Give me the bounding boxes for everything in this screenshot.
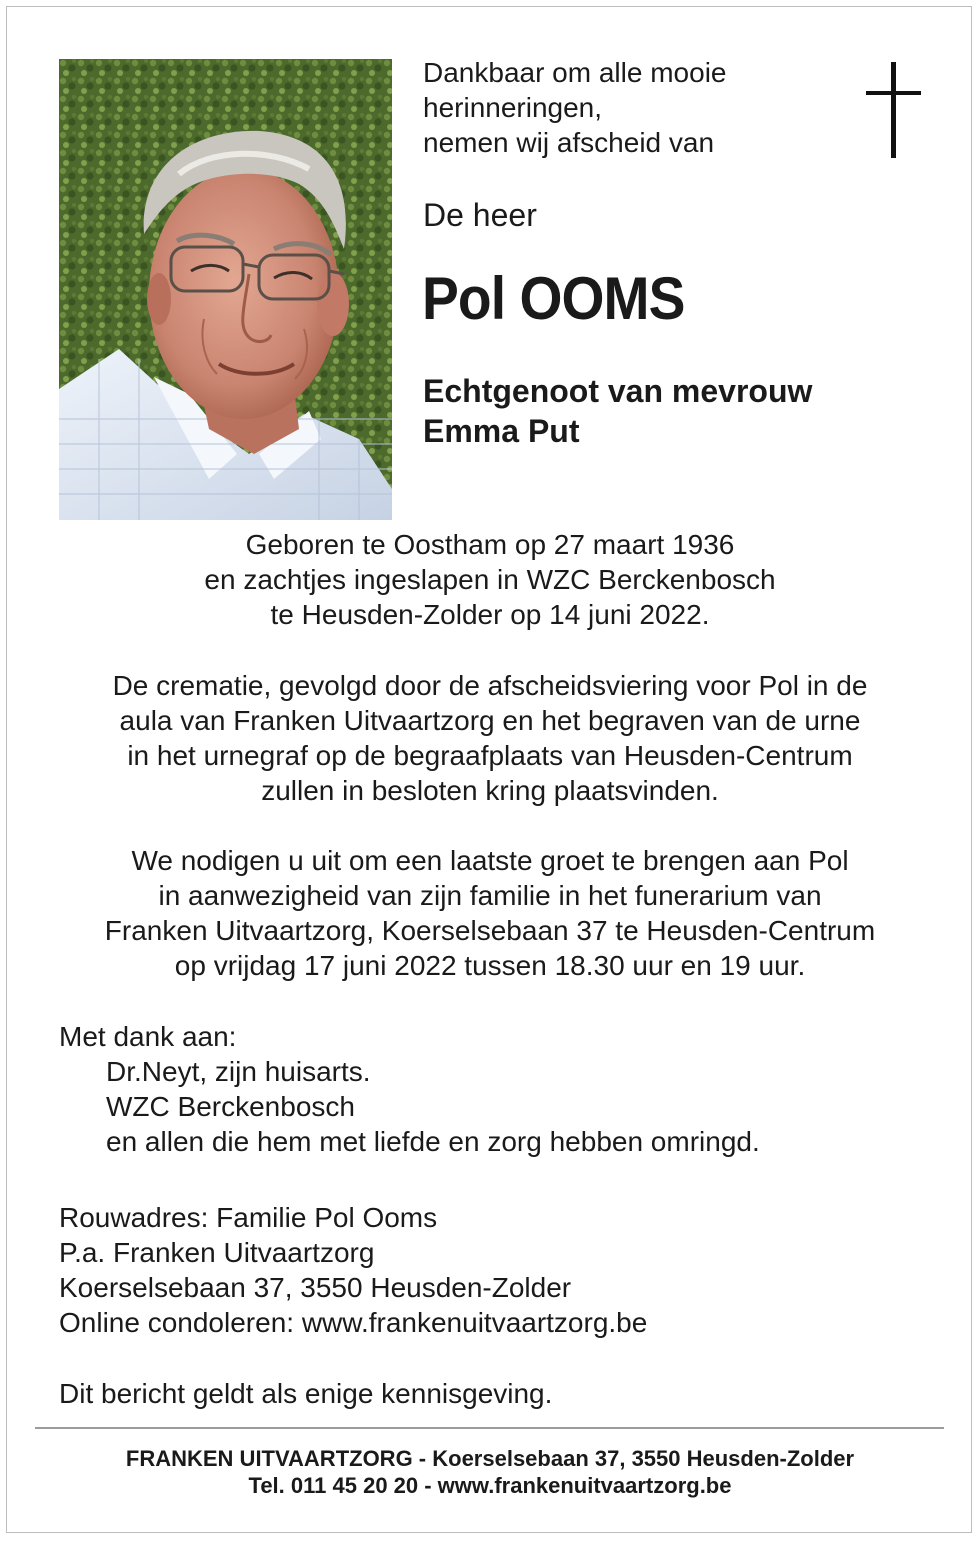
paragraph-line: te Heusden-Zolder op 14 juni 2022.: [270, 599, 710, 630]
mourning-address: [59, 1200, 647, 1340]
paragraph-line: We nodigen u uit om een laatste groet te brengen aan Pol: [131, 845, 849, 876]
paragraph-line: aula van Franken Uitvaartzorg en het begraven van de urne: [119, 705, 861, 736]
intro-line: herinneringen,: [423, 92, 603, 123]
paragraph-line: in het urnegraf op de begraafplaats van Heusden-Centrum: [127, 740, 853, 771]
paragraph-line: zullen in besloten kring plaatsvinden.: [261, 775, 719, 806]
paragraph-line: Geboren te Oostham op 27 maart 1936: [245, 529, 735, 560]
footer-line: FRANKEN UITVAARTZORG - Koerselsebaan 37, 3550 Heusden-Zolder: [125, 1446, 855, 1471]
paragraph-line: Franken Uitvaartzorg, Koerselsebaan 37 te Heusden-Centrum: [104, 915, 876, 946]
funeral-home-footer: [20, 1445, 960, 1499]
thanks-heading: Met dank aan:: [59, 1021, 237, 1052]
notice-text: Dit bericht geldt als enige kennisgeving.: [59, 1378, 553, 1409]
paragraph-line: op vrijdag 17 juni 2022 tussen 18.30 uur en 19 uur.: [174, 950, 806, 981]
spouse-text: [423, 371, 812, 451]
thanks-item: Dr.Neyt, zijn huisarts.: [106, 1056, 371, 1087]
invitation-paragraph: [20, 843, 960, 983]
address-line: P.a. Franken Uitvaartzorg: [59, 1237, 375, 1268]
address-line: Rouwadres: Familie Pol Ooms: [59, 1202, 438, 1233]
spouse-line: Emma Put: [423, 413, 580, 449]
intro-line: nemen wij afscheid van: [423, 127, 715, 158]
cross-icon: [866, 62, 921, 158]
paragraph-line: in aanwezigheid van zijn familie in het funerarium van: [158, 880, 822, 911]
paragraph-line: en zachtjes ingeslapen in WZC Berckenbosch: [204, 564, 776, 595]
address-line: Online condoleren: www.frankenuitvaartzorg.be: [59, 1307, 648, 1338]
spouse-line: Echtgenoot van mevrouw: [423, 373, 813, 409]
salutation: De heer: [423, 197, 537, 233]
thanks-item: WZC Berckenbosch: [106, 1091, 355, 1122]
footer-line: Tel. 011 45 20 20 - www.frankenuitvaartzorg.be: [248, 1473, 732, 1498]
cremation-paragraph: [20, 668, 960, 808]
deceased-name: Pol OOMS: [422, 265, 685, 332]
birth-death-paragraph: [20, 527, 960, 632]
intro-text: [423, 55, 727, 160]
thanks-item: en allen die hem met liefde en zorg hebben omringd.: [106, 1126, 760, 1157]
intro-line: Dankbaar om alle mooie: [423, 57, 727, 88]
address-line: Koerselsebaan 37, 3550 Heusden-Zolder: [59, 1272, 572, 1303]
footer-divider: [35, 1427, 944, 1429]
thanks-section: [59, 1019, 760, 1159]
portrait-photo: [59, 59, 392, 520]
paragraph-line: De crematie, gevolgd door de afscheidsviering voor Pol in de: [112, 670, 868, 701]
